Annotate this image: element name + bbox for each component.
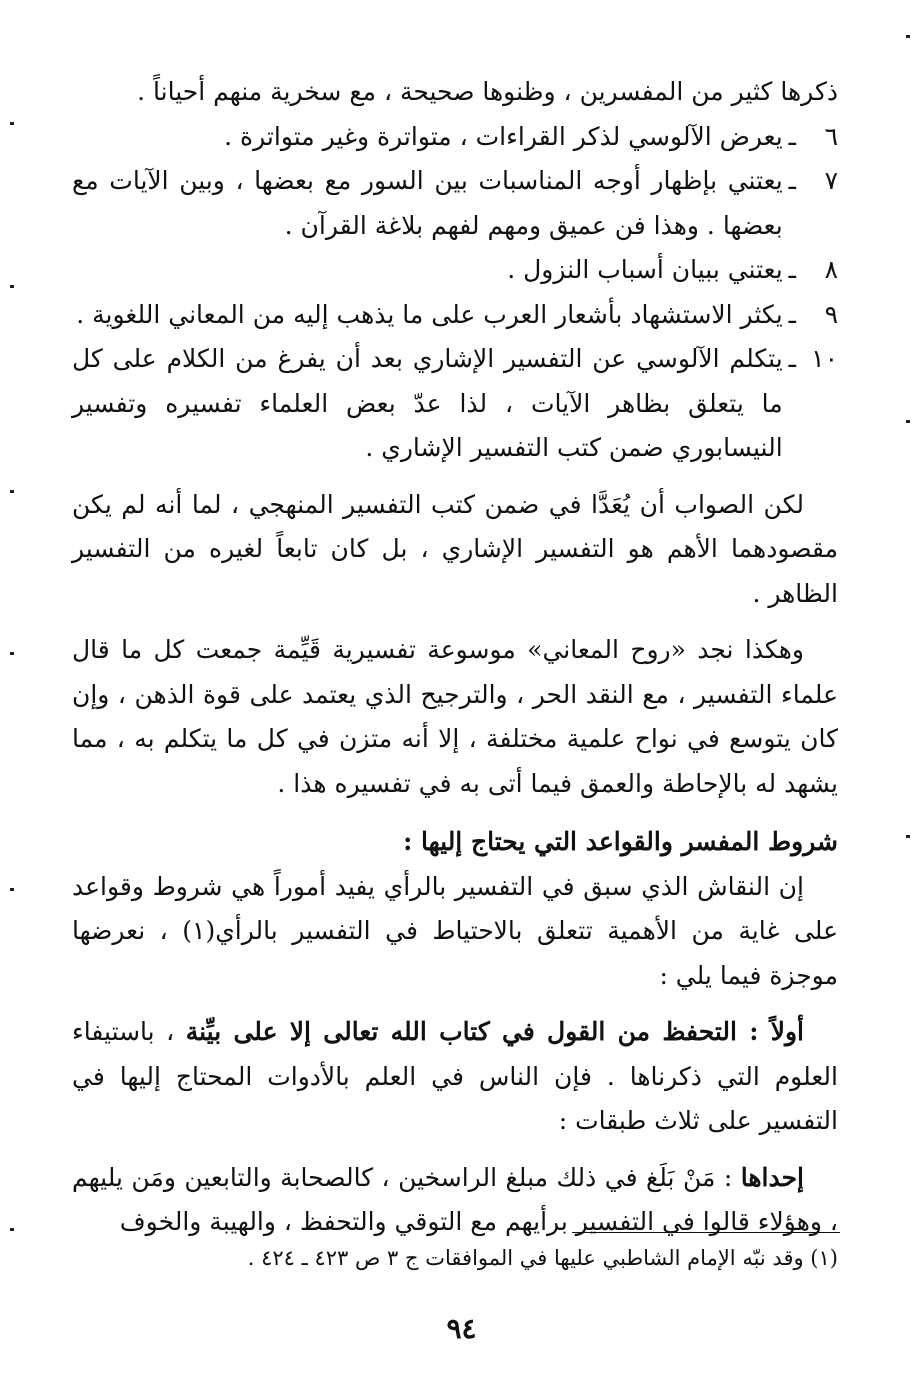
item-dash: ـ — [788, 344, 796, 373]
first-class-title: إحداها — [740, 1162, 804, 1192]
scan-speck — [10, 888, 14, 891]
item-number: ٦ — [824, 121, 838, 151]
page-number: ٩٤ — [446, 1312, 477, 1345]
scan-speck — [906, 420, 910, 423]
footnote-divider — [572, 1232, 840, 1233]
section-heading: شروط المفسر والقواعد التي يحتاج إليها : — [403, 827, 838, 856]
item-number: ١٠ — [811, 344, 838, 373]
paragraph-first-condition — [72, 1010, 838, 1144]
scan-speck — [10, 652, 14, 655]
footnote: (١) وقد نبّه الإمام الشاطبي عليها في الموافقات ج ٣ ص ٤٢٣ ـ ٤٢٤ . — [247, 1246, 838, 1270]
list-item-8 — [72, 248, 838, 293]
list-item-10 — [72, 337, 838, 471]
item-dash: ـ — [788, 166, 796, 195]
list-item-6 — [72, 115, 838, 160]
scan-speck — [10, 490, 14, 493]
item-text: يتكلم الآلوسي عن التفسير الإشاري بعد أن يفرغ من الكلام على كل ما يتعلق بظاهر الآيات ، لذا عدّ بعض العلماء تفسيره وتفسير النيسابوري ضمن كتب التفسير الإشاري . — [72, 344, 783, 462]
item-dash: ـ — [788, 255, 796, 284]
list-item-7 — [72, 159, 838, 248]
paragraph-correction: لكن الصواب أن يُعَدَّا في ضمن كتب التفسير المنهجي ، لما أنه لم يكن مقصودهما الأهم هو التفسير الإشاري ، بل كان تابعاً لغيره من التفسير الظاهر . — [72, 489, 838, 608]
list-item-9 — [72, 293, 838, 338]
item-text: يعرض الآلوسي لذكر القراءات ، متواترة وغير متواترة . — [224, 121, 783, 151]
paragraph-summary: وهكذا نجد «روح المعاني» موسوعة تفسيرية قَيِّمة جمعت كل ما قال علماء التفسير ، مع النقد الحر ، والترجيح الذي يعتمد على قوة الذهن ، وإن كان يتوسع في نواح علمية مختلفة ، إلا أنه متزن في كل ما يتكلم به ، مما يشهد له بالإحاطة والعمق فيما أتى به في تفسيره هذا . — [72, 635, 838, 798]
item-dash: ـ — [788, 299, 796, 329]
item-text: يكثر الاستشهاد بأشعار العرب على ما يذهب إليه من المعاني اللغوية . — [76, 299, 783, 329]
item-text: يعتني بإظهار أوجه المناسبات بين السور مع بعضها ، وبين الآيات مع بعضها . وهذا فن عميق ومهم لفهم بلاغة القرآن . — [72, 166, 783, 240]
first-condition-title: أولاً : التحفظ من القول في كتاب الله تعالى إلا على بيِّنة — [185, 1017, 804, 1046]
scan-speck — [906, 835, 910, 838]
item-number: ٧ — [824, 166, 838, 195]
item-text: يعتني ببيان أسباب النزول . — [507, 255, 783, 284]
item-number: ٩ — [824, 299, 838, 329]
paragraph-intro: إن النقاش الذي سبق في التفسير بالرأي يفيد أموراً هي شروط وقواعد على غاية من الأهمية تتعلق بالاحتياط في التفسير بالرأي(١) ، نعرضها موجزة فيما يلي : — [72, 871, 838, 990]
item-dash: ـ — [788, 121, 796, 151]
scan-speck — [10, 122, 14, 125]
continued-line: ذكرها كثير من المفسرين ، وظنوها صحيحة ، مع سخرية منهم أحياناً . — [137, 77, 838, 106]
page-body — [72, 70, 838, 1245]
first-class-text: : مَنْ بَلَغ في ذلك مبلغ الراسخين ، كالصحابة والتابعين ومَن يليهم ، وهؤلاء قالوا في التفسير برأيهم مع التوقي والتحفظ ، والهيبة والخوف — [72, 1162, 838, 1236]
item-number: ٨ — [824, 255, 838, 284]
scan-speck — [10, 285, 14, 288]
first-condition-text: ، باستيفاء العلوم التي ذكرناها . فإن الناس في العلم بالأدوات المحتاج إليها في التفسير على ثلاث طبقات : — [72, 1017, 838, 1135]
scan-speck — [10, 1228, 14, 1231]
scan-speck — [906, 35, 910, 38]
